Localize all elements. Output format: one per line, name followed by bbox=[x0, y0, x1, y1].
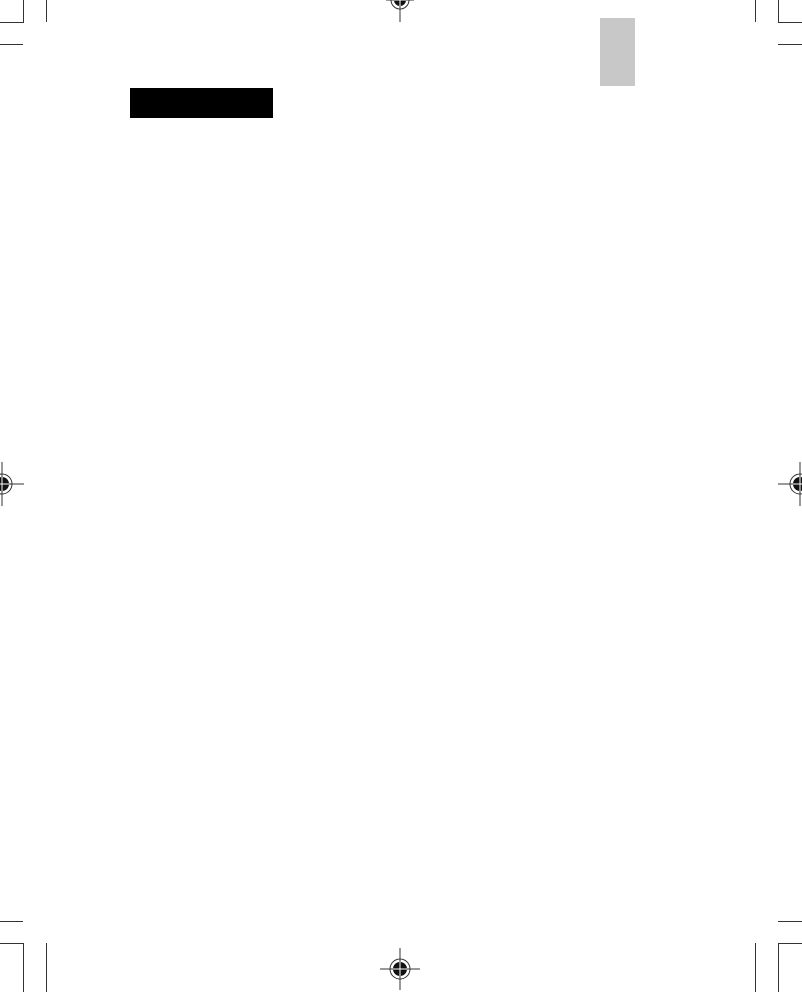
crop-mark bbox=[755, 0, 756, 22]
registration-mark-icon bbox=[778, 462, 802, 506]
crop-mark bbox=[778, 22, 802, 23]
toc-banner bbox=[130, 88, 273, 118]
registration-mark-icon bbox=[376, 0, 424, 24]
crop-mark bbox=[778, 0, 779, 23]
crop-mark bbox=[778, 943, 779, 992]
crop-mark bbox=[778, 921, 802, 922]
crop-mark bbox=[0, 22, 24, 23]
crop-mark bbox=[23, 0, 24, 23]
registration-mark-icon bbox=[0, 462, 24, 506]
crop-mark bbox=[0, 921, 23, 922]
crop-mark bbox=[778, 44, 802, 45]
crop-mark bbox=[755, 943, 756, 992]
crop-mark bbox=[46, 943, 47, 992]
crop-mark bbox=[778, 943, 802, 944]
crop-mark bbox=[0, 943, 23, 944]
registration-mark-icon bbox=[376, 946, 424, 992]
crop-mark bbox=[23, 943, 24, 992]
language-tabs bbox=[0, 68, 802, 86]
crop-mark bbox=[0, 44, 23, 45]
crop-mark bbox=[46, 0, 47, 22]
